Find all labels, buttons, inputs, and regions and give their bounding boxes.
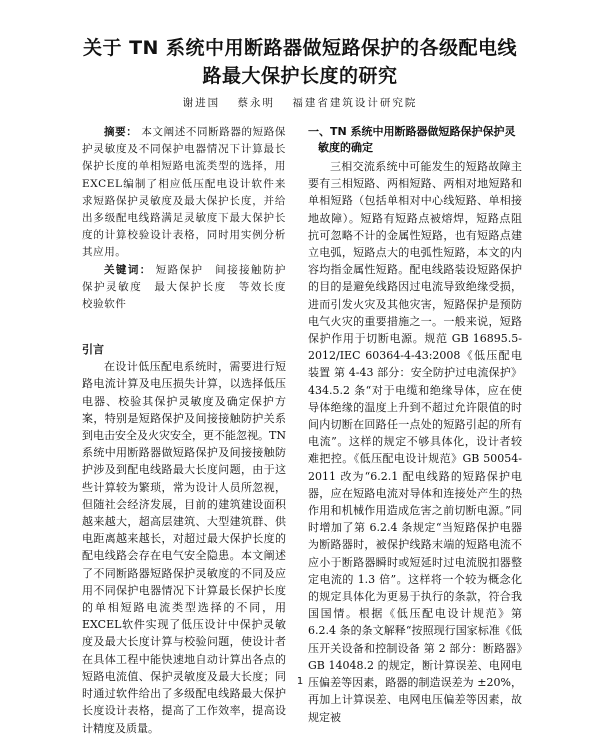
abstract-label: 摘要： bbox=[104, 126, 138, 138]
keywords-label: 关键词： bbox=[104, 263, 152, 276]
affiliation: 福建省建筑设计研究院 bbox=[292, 97, 418, 109]
section-1-heading: 一、TN 系统中用断路器做短路保护保护灵敏度的确定 bbox=[308, 125, 516, 154]
author-1: 谢进国 bbox=[182, 97, 221, 109]
abstract bbox=[82, 124, 286, 262]
paper-title bbox=[40, 34, 560, 90]
author-2: 蔡永明 bbox=[237, 97, 275, 109]
title-line-2: 路最大保护长度的研究 bbox=[202, 65, 398, 87]
author-line bbox=[0, 95, 600, 110]
page-number: 1 bbox=[296, 676, 304, 687]
keywords-text: 短路保护 间接接触防护 保护灵敏度 最大保护长度 等效长度 校验软件 bbox=[82, 263, 298, 311]
abstract-text: 本文阐述不同断路器的短路保护灵敏度及不同保护电器情况下计算最长保护长度的单相短路电流类型的选择，用EXCEL编制了相应低压配电设计软件来求短路保护灵敏度及最大保护长度，并给出多级配电线路满足灵敏度下最大保护长度的计算校验设计表格，同时用实例分析其应用。 bbox=[82, 126, 286, 259]
intro-paragraph: 在设计低压配电系统时，需要进行短路电流计算及电压损失计算，以选择低压电器、校验其保护灵敏度及确定保护方案，特别是短路保护及间接接触防护关系到电击安全及火灾安全，更不能忽视。TN系统中用断路器做短路保护及间接接触防护涉及到配电线路最大长度问题，由于这些计算较为繁琐，常为设计人员所忽视，但随社会经济发展，目前的建筑建设面积越来越大，超高层建筑、大型建筑群、供电距离越来越长，对超过最大保护长度的配电线路会存在电气安全隐患。本文阐述了不同断路器短路保护灵敏度的不同及应用不同保护电器情况下计算最长保护长度的单相短路电流类型选择的不同，用EXCEL软件实现了低压设计中保护灵敏度及最大长度计算与校验问题，使设计者在具体工程中能快速地自动计算出各点的短路电流值、保护灵敏度及最大长度；同时通过软件给出了多级配电线路最大保护长度设计表格，提高了工作效率，提高设计精度及质量。 bbox=[82, 360, 286, 735]
left-column bbox=[82, 124, 298, 737]
title-line-1: 关于 TN 系统中用断路器做短路保护的各级配电线 bbox=[82, 37, 518, 59]
intro-heading: 引言 bbox=[82, 343, 104, 357]
section-1-paragraph: 三相交流系统中可能发生的短路故障主要有三相短路、两相短路、两相对地短路和单相短路（包括单相对中心线短路、单相接地故障）。短路有短路点被熔焊，短路点阻抗可忽略不计的金属性短路，也有短路点建立电弧，短路点大的电弧性短路，本文的内容均指金属性短路。配电线路装设短路保护的目的是避免线路因过电流导致绝缘受损，进而引发火灾及其他灾害，短路保护是预防电气火灾的重要措施之一。一般来说，短路保护作用于切断电源。规范 GB 16895.5-2012/IEC 60364-4-43:2008《低压配电装置 第 4-43 部分：安全防护过电流保护》434.5.2 条“对于电缆和绝缘导体，应在使导体绝缘的温度上升到不超过允许限值的时间内切断在回路任一点处的短路引起的所有电流”。这样的规定不够具体化，设计者较难把控。《低压配电设计规范》GB 50054-2011 改为“6.2.1 配电线路的短路保护电器，应在短路电流对导体和连接处产生的热作用和机械作用造成危害之前切断电源。”同时增加了第 6.2.4 条规定“当短路保护电器为断路器时，被保护线路末端的短路电流不应小于断路器瞬时或短延时过电流脱扣器整定电流的 1.3 倍”。这样将一个较为概念化的规定具体化为更易于执行的条款，符合我国国情。根据《低压配电设计规范》第 6.2.4 条的条文解释“按照现行国家标准《低压开关设备和控制设备 第 2 部分：断路器》GB 14048.2 的规定，断计算误差、电网电压偏差等因素，路器的制造误差为 ±20%，再加上计算误差、电网电压偏差等因素，故规定被 bbox=[308, 160, 522, 724]
right-column bbox=[308, 124, 522, 726]
keywords bbox=[82, 262, 298, 314]
